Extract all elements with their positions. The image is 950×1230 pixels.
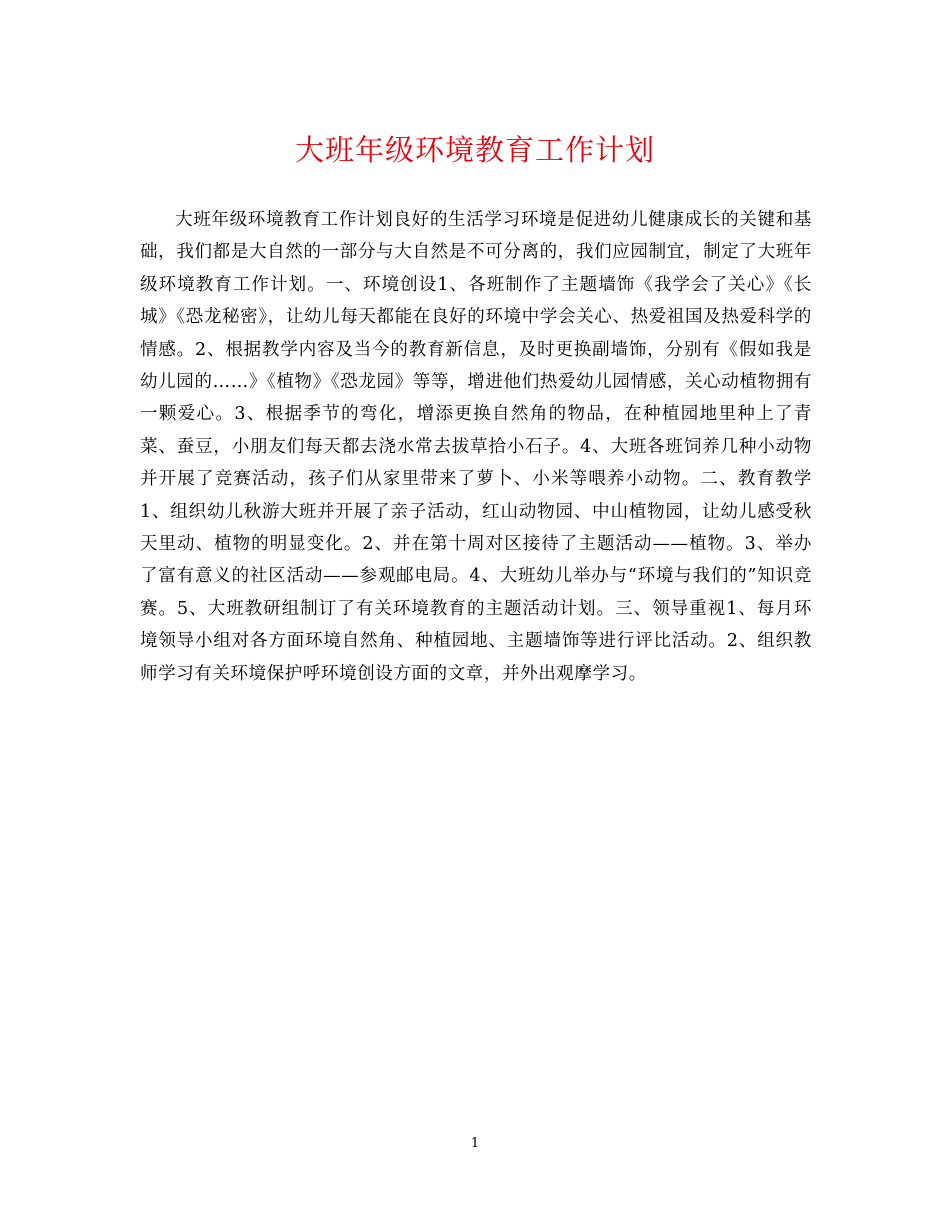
page-title: 大班年级环境教育工作计划	[294, 133, 655, 167]
body-paragraph: 大班年级环境教育工作计划良好的生活学习环境是促进幼儿健康成长的关键和基础，我们都是大自然的一部分与大自然是不可分离的，我们应园制宜，制定了大班年级环境教育工作计划。一、环境创设1、各班制作了主题墙饰《我学会了关心》《长城》《恐龙秘密》，让幼儿每天都能在良好的环境中学会关心、热爱祖国及热爱科学的情感。2、根据教学内容及当今的教育新信息，及时更换副墙饰，分别有《假如我是幼儿园的……》《植物》《恐龙园》等等，增进他们热爱幼儿园情感，关心动植物拥有一颗爱心。3、根据季节的弯化，增添更换自然角的物品，在种植园地里种上了青菜、蚕豆，小朋友们每天都去浇水常去拔草拾小石子。4、大班各班饲养几种小动物并开展了竞赛活动，孩子们从家里带来了萝卜、小米等喂养小动物。二、教育教学1、组织幼儿秋游大班并开展了亲子活动，红山动物园、中山植物园，让幼儿感受秋天里动、植物的明显变化。2、并在第十周对区接待了主题活动——植物。3、举办了富有意义的社区活动——参观邮电局。4、大班幼儿举办与“环境与我们的”知识竞赛。5、大班教研组制订了有关环境教育的主题活动计划。三、领导重视1、每月环境领导小组对各方面环境自然角、种植园地、主题墙饰等进行评比活动。2、组织教师学习有关环境保护呼环境创设方面的文章，并外出观摩学习。	[140, 210, 812, 684]
page-number: 1	[470, 1136, 480, 1151]
